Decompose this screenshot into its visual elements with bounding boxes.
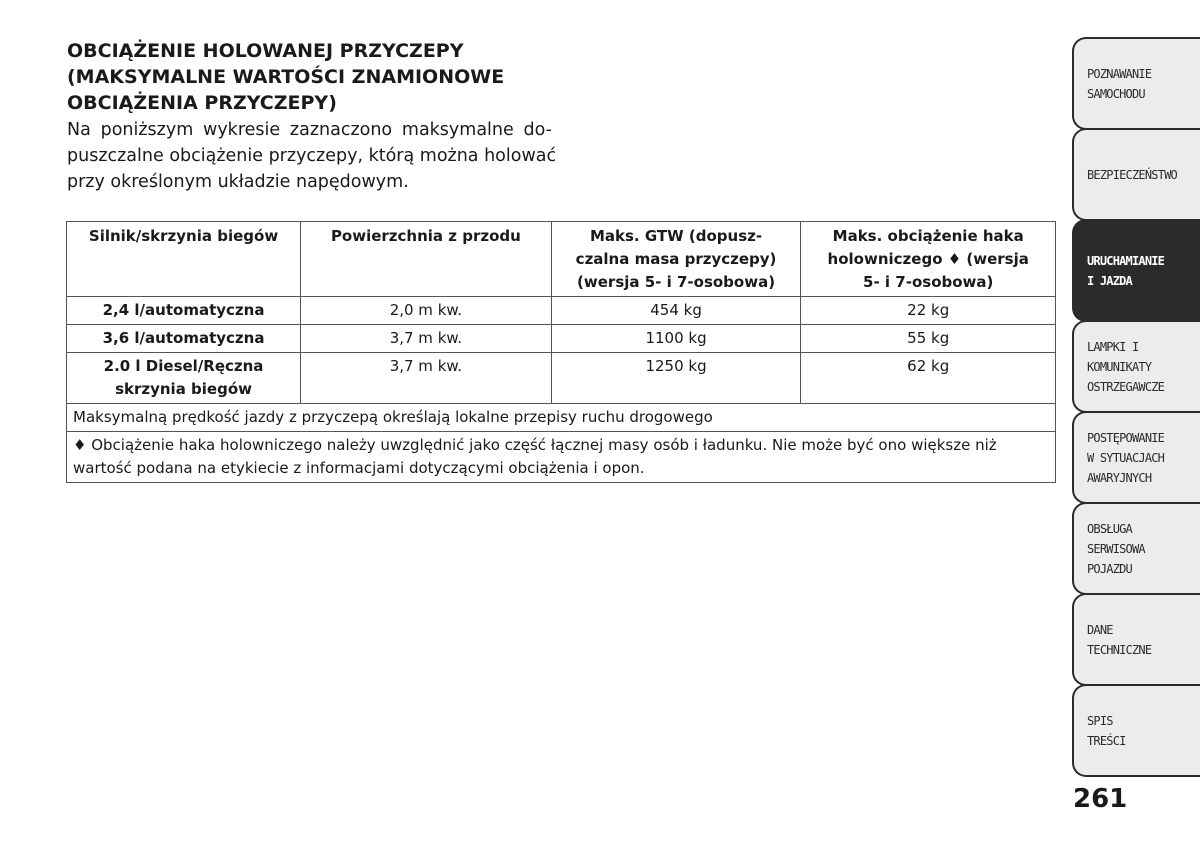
cell-text: skrzynia biegów xyxy=(115,380,252,398)
tab-label: TECHNICZNE xyxy=(1087,642,1152,657)
cell-hitch: 55 kg xyxy=(801,325,1056,353)
note-speed: Maksymalną prędkość jazdy z przyczepą określają lokalne przepisy ruchu drogowego xyxy=(67,404,1056,432)
tab-label: SAMOCHODU xyxy=(1087,86,1145,101)
table-header-row xyxy=(67,222,1056,297)
tab-bezpieczenstwo[interactable] xyxy=(1072,128,1200,221)
tab-label: W SYTUACJACH xyxy=(1087,450,1165,465)
tab-label: BEZPIECZEŃSTWO xyxy=(1087,167,1177,182)
tab-uruchamianie-i-jazda[interactable] xyxy=(1072,219,1200,322)
header-max-gtw xyxy=(551,222,801,297)
header-line: 5- i 7-osobowa) xyxy=(863,273,994,291)
header-line: Maks. GTW (dopusz- xyxy=(589,227,763,245)
cell-area: 3,7 m kw. xyxy=(301,353,552,404)
tab-label: POSTĘPOWANIE xyxy=(1087,430,1165,445)
cell-text: 2,4 l/automatyczna xyxy=(102,301,265,319)
tab-lampki-i-komunikaty[interactable] xyxy=(1072,320,1200,413)
tab-label: SPIS xyxy=(1087,713,1113,728)
tab-postepowanie-awaryjne[interactable] xyxy=(1072,411,1200,504)
cell-gtw: 1250 kg xyxy=(551,353,801,404)
header-frontal-area xyxy=(301,222,552,297)
tab-dane-techniczne[interactable] xyxy=(1072,593,1200,686)
cell-engine xyxy=(67,353,301,404)
tab-label: I JAZDA xyxy=(1087,273,1132,288)
cell-gtw: 1100 kg xyxy=(551,325,801,353)
table-row xyxy=(67,353,1056,404)
tab-label: OSTRZEGAWCZE xyxy=(1087,379,1165,394)
cell-engine xyxy=(67,297,301,325)
tab-label: TREŚCI xyxy=(1087,733,1126,748)
intro-line: Na poniższym wykresie zaznaczono maksymalne do- xyxy=(67,120,552,140)
page-number: 261 xyxy=(1073,784,1128,814)
header-max-hitch-load xyxy=(801,222,1056,297)
tab-label: OBSŁUGA xyxy=(1087,521,1132,536)
tab-label: POJAZDU xyxy=(1087,561,1132,576)
tab-label: KOMUNIKATY xyxy=(1087,359,1152,374)
cell-engine xyxy=(67,325,301,353)
cell-hitch: 22 kg xyxy=(801,297,1056,325)
tab-label: URUCHAMIANIE xyxy=(1087,253,1165,268)
intro-line: przy określonym układzie napędowym. xyxy=(67,172,409,192)
table-note-row xyxy=(67,404,1056,432)
tab-poznawanie-samochodu[interactable] xyxy=(1072,37,1200,130)
header-line: Powierzchnia z przodu xyxy=(330,227,521,245)
cell-area: 3,7 m kw. xyxy=(301,325,552,353)
heading-line: OBCIĄŻENIE HOLOWANEJ PRZYCZEPY xyxy=(67,40,464,62)
tab-obsluga-serwisowa[interactable] xyxy=(1072,502,1200,595)
header-engine xyxy=(67,222,301,297)
note-hitch: ♦ Obciążenie haka holowniczego należy uwzględnić jako część łącznej masy osób i ładunku. Nie może być ono większe niż wartość podana na etykiecie z informacjami dotyczącymi obciążenia i opon. xyxy=(67,432,1056,483)
towing-load-table xyxy=(66,221,1056,483)
tab-label: POZNAWANIE xyxy=(1087,66,1152,81)
header-line: Maks. obciążenie haka xyxy=(832,227,1024,245)
heading-line: OBCIĄŻENIA PRZYCZEPY) xyxy=(67,92,337,114)
cell-hitch: 62 kg xyxy=(801,353,1056,404)
header-line: Silnik/skrzynia biegów xyxy=(88,227,279,245)
heading-line: (MAKSYMALNE WARTOŚCI ZNAMIONOWE xyxy=(67,66,505,88)
header-line: czalna masa przyczepy) xyxy=(575,250,777,268)
section-heading xyxy=(67,38,567,116)
table-row xyxy=(67,325,1056,353)
cell-text: 3,6 l/automatyczna xyxy=(102,329,265,347)
tab-label: SERWISOWA xyxy=(1087,541,1145,556)
cell-area: 2,0 m kw. xyxy=(301,297,552,325)
intro-paragraph xyxy=(67,117,557,195)
header-line: (wersja 5- i 7-osobowa) xyxy=(577,273,776,291)
table-row xyxy=(67,297,1056,325)
tab-label: LAMPKI I xyxy=(1087,339,1139,354)
tab-spis-tresci[interactable] xyxy=(1072,684,1200,777)
tab-label: AWARYJNYCH xyxy=(1087,470,1152,485)
tab-label: DANE xyxy=(1087,622,1113,637)
cell-text: 2.0 l Diesel/Ręczna xyxy=(103,357,264,375)
table-note-row xyxy=(67,432,1056,483)
cell-gtw: 454 kg xyxy=(551,297,801,325)
header-line: holowniczego ♦ (wersja xyxy=(827,250,1029,268)
intro-line: puszczalne obciążenie przyczepy, którą można holować xyxy=(67,146,557,166)
